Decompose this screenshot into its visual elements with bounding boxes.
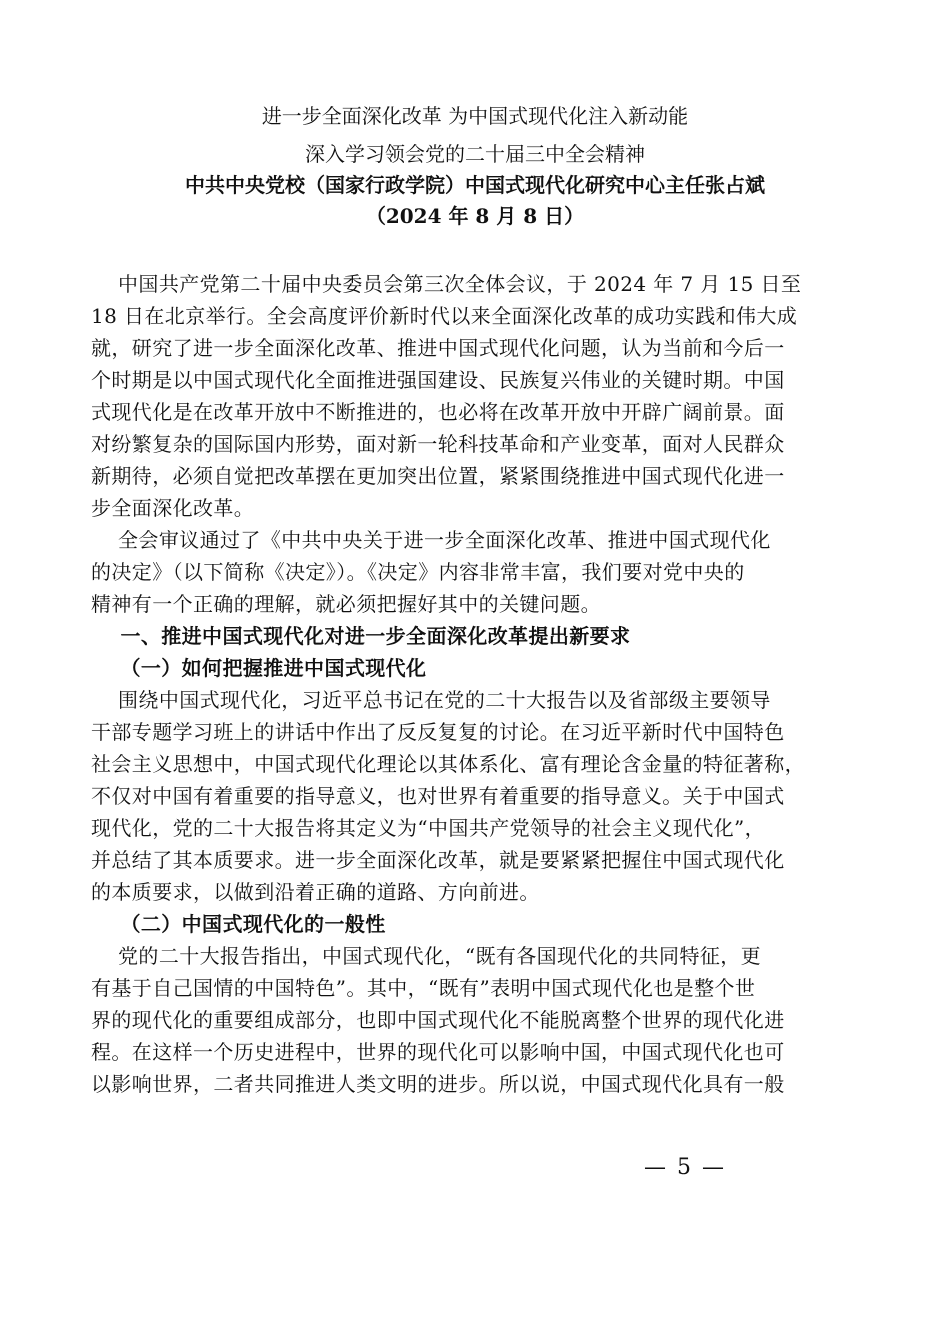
text-line: 党的二十大报告指出，中国式现代化，“既有各国现代化的共同特征，更 [91, 944, 762, 968]
text-line: 18 日在北京举行。全会高度评价新时代以来全面深化改革的成功实践和伟大成 [91, 304, 798, 328]
subsection-heading: （一）如何把握推进中国式现代化 [91, 656, 427, 680]
text-line: 社会主义思想中，中国式现代化理论以其体系化、富有理论含金量的特征著称， [91, 752, 805, 776]
document-title: 进一步全面深化改革 为中国式现代化注入新动能 [261, 104, 689, 128]
text-line: 就，研究了进一步全面深化改革、推进中国式现代化问题，认为当前和今后一 [91, 336, 785, 360]
text-line: 新期待，必须自觉把改革摆在更加突出位置，紧紧围绕推进中国式现代化进一 [91, 464, 785, 488]
subsection-heading: （二）中国式现代化的一般性 [91, 912, 386, 936]
text-line: 干部专题学习班上的讲话中作出了反反复复的讨论。在习近平新时代中国特色 [91, 720, 785, 744]
text-line: 对纷繁复杂的国际国内形势，面对新一轮科技革命和产业变革，面对人民群众 [91, 432, 785, 456]
text-line: 不仅对中国有着重要的指导意义，也对世界有着重要的指导意义。关于中国式 [91, 784, 785, 808]
page-number-text: — 5 — [644, 1155, 726, 1180]
body-text [91, 268, 851, 1100]
text-line: 全会审议通过了《中共中央关于进一步全面深化改革、推进中国式现代化 [91, 528, 771, 552]
author-line: 中共中央党校（国家行政学院）中国式现代化研究中心主任张占斌 [185, 173, 765, 197]
text-line: 的本质要求，以做到沿着正确的道路、方向前进。 [91, 880, 540, 904]
text-line: 程。在这样一个历史进程中，世界的现代化可以影响中国，中国式现代化也可 [91, 1040, 785, 1064]
text-line: 并总结了其本质要求。进一步全面深化改革，就是要紧紧把握住中国式现代化 [91, 848, 785, 872]
text-line: 个时期是以中国式现代化全面推进强国建设、民族复兴伟业的关键时期。中国 [91, 368, 785, 392]
text-line: 步全面深化改革。 [91, 496, 255, 520]
text-line: 的决定》（以下简称《决定》）。《决定》内容非常丰富，我们要对党中央的 [91, 560, 745, 584]
section-heading: 一、推进中国式现代化对进一步全面深化改革提出新要求 [91, 624, 631, 648]
text-line: 现代化，党的二十大报告将其定义为“中国共产党领导的社会主义现代化”， [91, 816, 766, 840]
text-line: 式现代化是在改革开放中不断推进的，也必将在改革开放中开辟广阔前景。面 [91, 400, 785, 424]
text-line: 中国共产党第二十届中央委员会第三次全体会议，于 2024 年 7 月 15 日至 [91, 272, 802, 296]
text-line: 精神有一个正确的理解，就必须把握好其中的关键问题。 [91, 592, 601, 616]
text-line: 界的现代化的重要组成部分，也即中国式现代化不能脱离整个世界的现代化进 [91, 1008, 785, 1032]
text-line: 以影响世界，二者共同推进人类文明的进步。所以说，中国式现代化具有一般 [91, 1072, 785, 1096]
text-line: 有基于自己国情的中国特色”。其中，“既有”表明中国式现代化也是整个世 [91, 976, 756, 1000]
text-line: 围绕中国式现代化，习近平总书记在党的二十大报告以及省部级主要领导 [91, 688, 771, 712]
document-subtitle: 深入学习领会党的二十届三中全会精神 [305, 142, 645, 166]
page-number [0, 1155, 950, 1180]
document-date: （2024 年 8 月 8 日） [365, 204, 585, 228]
